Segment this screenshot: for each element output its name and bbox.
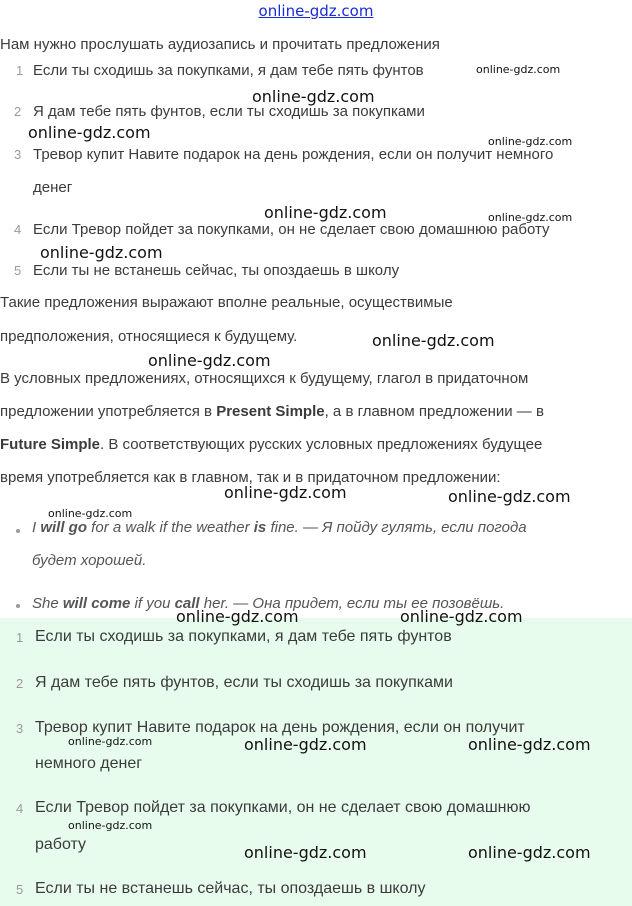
list1-item-3-cont: денег: [33, 179, 73, 196]
watermark: online-gdz.com: [148, 351, 271, 370]
example-text: if you: [130, 595, 175, 612]
watermark: online-gdz.com: [224, 483, 347, 502]
watermark: online-gdz.com: [264, 203, 387, 222]
watermark: online-gdz.com: [448, 487, 571, 506]
bullet-dot: [16, 604, 20, 608]
list1-number-5: 5: [14, 263, 22, 278]
list2-item-3: Тревор купит Навите подарок на день рождения, если он получит: [35, 719, 525, 736]
list1-item-1: Если ты сходишь за покупками, я дам тебе пять фунтов: [33, 62, 424, 79]
watermark: online-gdz.com: [488, 211, 573, 224]
paragraph-1-line-1: Такие предложения выражают вполне реальные, осуществимые: [0, 294, 453, 311]
example-verb: call: [174, 595, 200, 612]
bullet-dot: [16, 529, 20, 533]
watermark: online-gdz.com: [488, 135, 573, 148]
watermark: online-gdz.com: [468, 843, 591, 862]
example-1: [32, 519, 527, 536]
list1-item-2: Я дам тебе пять фунтов, если ты сходишь за покупками: [33, 103, 425, 120]
list2-item-2: Я дам тебе пять фунтов, если ты сходишь за покупками: [35, 674, 453, 691]
example-text: She: [32, 595, 63, 612]
list2-number-3: 3: [16, 721, 24, 736]
list2-number-5: 5: [16, 882, 24, 897]
paragraph-2-text: предложении употребляется в: [0, 403, 217, 420]
example-text: I: [32, 519, 41, 536]
list1-item-5: Если ты не встанешь сейчас, ты опоздаешь в школу: [33, 262, 400, 279]
site-title-link[interactable]: online-gdz.com: [258, 2, 374, 20]
list2-number-4: 4: [16, 801, 24, 816]
list1-item-4: Если Тревор пойдет за покупками, он не сделает свою домашнюю работу: [33, 221, 550, 238]
term-present-simple: Present Simple: [216, 403, 325, 420]
watermark: online-gdz.com: [244, 735, 367, 754]
watermark: online-gdz.com: [372, 331, 495, 350]
paragraph-2-line-2: [0, 395, 544, 428]
watermark: online-gdz.com: [68, 819, 153, 832]
watermark: online-gdz.com: [68, 735, 153, 748]
list2-item-4: Если Тревор пойдет за покупками, он не сделает свою домашнюю: [35, 799, 531, 816]
watermark: online-gdz.com: [244, 843, 367, 862]
paragraph-1-line-2: предположения, относящиеся к будущему.: [0, 328, 298, 345]
example-text: her. — Она придет, если ты ее позовёшь.: [199, 595, 505, 612]
list2-item-1: Если ты сходишь за покупками, я дам тебе пять фунтов: [35, 628, 452, 645]
list1-number-2: 2: [14, 104, 22, 119]
watermark: online-gdz.com: [252, 87, 375, 106]
example-verb: is: [253, 519, 267, 536]
list2-number-1: 1: [16, 630, 24, 645]
list2-item-5: Если ты не встанешь сейчас, ты опоздаешь в школу: [35, 880, 426, 897]
watermark: online-gdz.com: [400, 607, 523, 626]
term-future-simple: Future Simple: [0, 436, 101, 453]
watermark: online-gdz.com: [468, 735, 591, 754]
watermark: online-gdz.com: [476, 63, 561, 76]
list2-item-3-cont: немного денег: [35, 755, 143, 772]
list2-item-4-cont: работу: [35, 836, 87, 853]
paragraph-2-text: , а в главном предложении — в: [324, 403, 544, 420]
example-text: for a walk if the weather: [87, 519, 254, 536]
example-verb: will go: [40, 519, 88, 536]
list2-number-2: 2: [16, 676, 24, 691]
list1-number-1: 1: [16, 63, 24, 78]
watermark: online-gdz.com: [48, 507, 133, 520]
example-text: fine. — Я пойду гулять, если погода: [266, 519, 527, 536]
list1-number-3: 3: [14, 147, 22, 162]
list1-number-4: 4: [14, 222, 22, 237]
intro-text: Нам нужно прослушать аудиозапись и прочитать предложения: [0, 36, 440, 53]
watermark: online-gdz.com: [40, 243, 163, 262]
watermark: online-gdz.com: [28, 123, 151, 142]
watermark: online-gdz.com: [176, 607, 299, 626]
paragraph-2-line-1: В условных предложениях, относящихся к будущему, глагол в придаточном: [0, 370, 529, 387]
example-1-cont: будет хорошей.: [32, 552, 147, 569]
paragraph-2-line-3: [0, 428, 542, 461]
paragraph-2-line-4: время употребляется как в главном, так и в придаточном предложении:: [0, 469, 501, 486]
paragraph-2-text: . В соответствующих русских условных предложениях будущее: [100, 436, 543, 453]
list1-item-3: Тревор купит Навите подарок на день рождения, если он получит немного: [33, 146, 554, 163]
example-verb: will come: [62, 595, 131, 612]
